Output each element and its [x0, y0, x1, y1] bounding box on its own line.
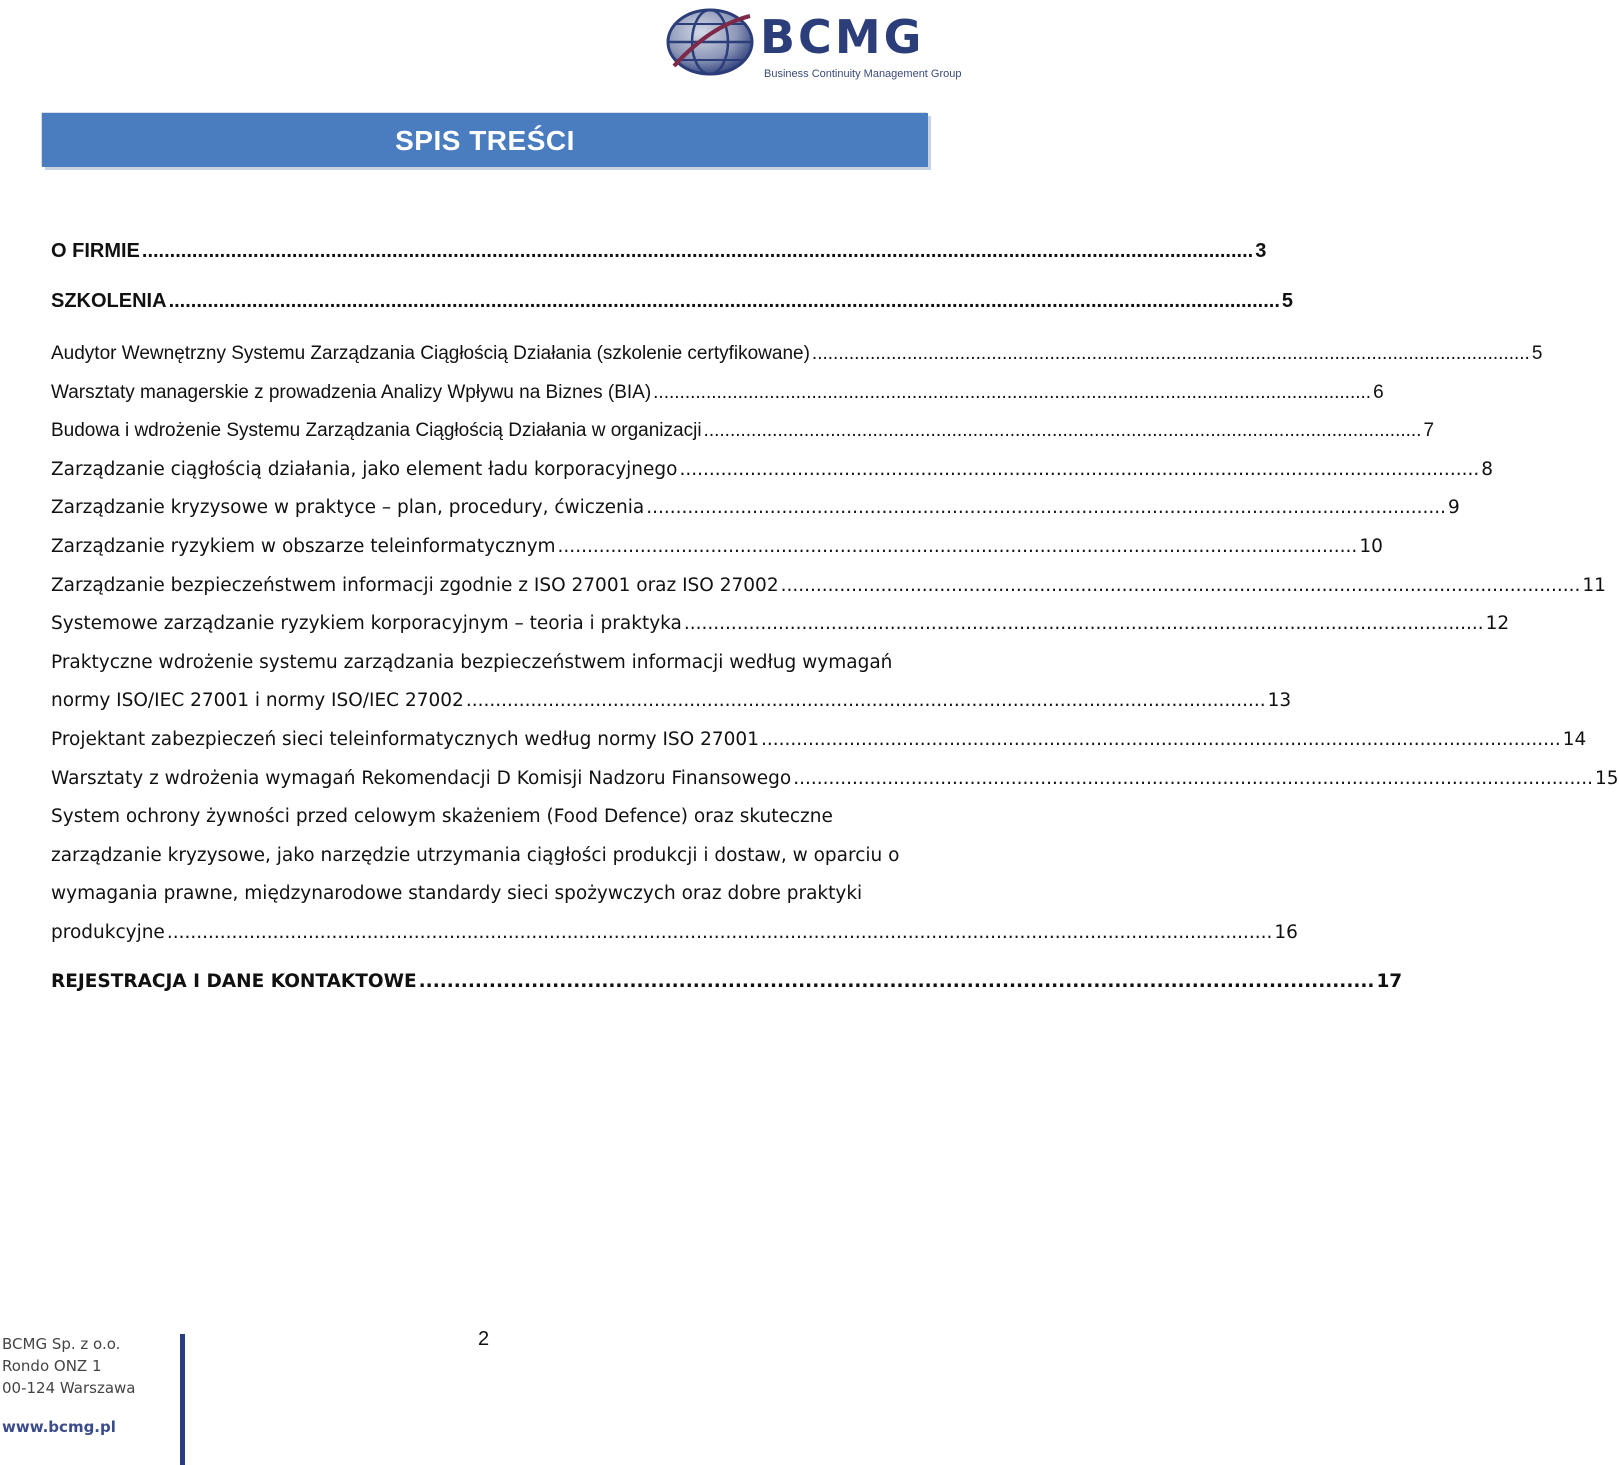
toc-entry-title-line: zarządzanie kryzysowe, jako narzędzie utrzymania ciągłości produkcji i dostaw, w oparciu o [51, 844, 900, 866]
dot-leader: ........................................................................................................................................ [679, 458, 1480, 480]
toc-entry-title: Warsztaty managerskie z prowadzenia Analizy Wpływu na Biznes (BIA) [51, 381, 652, 403]
toc-entry-page: 13 [1267, 690, 1292, 712]
dot-leader: ........................................................................................................................................................................................................ [141, 240, 1254, 262]
toc-entry-title: Budowa i wdrożenie Systemu Zarządzania Ciągłością Działania w organizacji [51, 420, 702, 442]
toc-entry-page: 11 [1582, 574, 1606, 596]
toc-entry-title: normy ISO/IEC 27001 i normy ISO/IEC 27002 [51, 690, 464, 712]
dot-leader: ........................................................................................................................................ [465, 690, 1266, 712]
dot-leader: ........................................................................................................................................ [683, 613, 1484, 635]
toc-entry[interactable] [51, 644, 1292, 721]
footer-company: BCMG Sp. z o.o. [2, 1335, 121, 1353]
toc-entry-page: 5 [1531, 343, 1543, 364]
toc-entry-page: 7 [1423, 420, 1435, 442]
toc-entry-page: 9 [1448, 497, 1460, 519]
toc-entry-title: produkcyjne [51, 921, 165, 943]
footer-website-link[interactable]: www.bcmg.pl [2, 1418, 116, 1436]
footer-divider [180, 1334, 185, 1465]
toc-entry-page: 8 [1481, 458, 1493, 480]
toc-entry-page: 16 [1274, 921, 1298, 943]
toc-entry-title: Systemowe zarządzanie ryzykiem korporacyjnym – teoria i praktyka [51, 613, 682, 635]
toc-entry-last-line [51, 914, 1298, 953]
toc-entry-title: Projektant zabezpieczeń sieci teleinformatycznych według normy ISO 27001 [51, 728, 759, 750]
toc-entry[interactable] [51, 567, 1606, 606]
toc-entry-title: Zarządzanie kryzysowe w praktyce – plan, procedury, ćwiczenia [51, 497, 645, 519]
toc-banner [42, 113, 928, 167]
toc-entry-page: 6 [1373, 381, 1384, 403]
dot-leader: ........................................................................................................................................ [793, 767, 1593, 789]
toc-entry-title: REJESTRACJA I DANE KONTAKTOWE [51, 970, 417, 992]
dot-leader: ........................................................................................................................................ [780, 574, 1581, 596]
dot-leader: ........................................................................................................................................ [646, 497, 1447, 519]
toc-entry-title-line: Praktyczne wdrożenie systemu zarządzania bezpieczeństwem informacji według wymagań [51, 651, 893, 673]
toc-entry-page: 14 [1562, 728, 1587, 750]
footer-address [2, 1333, 135, 1399]
toc-entry-title: Warsztaty z wdrożenia wymagań Rekomendacji D Komisji Nadzoru Finansowego [51, 767, 792, 789]
dot-leader: ........................................................................................................................................ [653, 381, 1372, 403]
toc-entry[interactable] [51, 721, 1587, 760]
toc-entry[interactable] [51, 760, 1619, 799]
toc-entry[interactable] [51, 798, 1298, 952]
toc-entry-title-line: System ochrony żywności przed celowym skażeniem (Food Defence) oraz skuteczne [51, 806, 833, 828]
dot-leader: ........................................................................................................................................ [703, 420, 1422, 442]
dot-leader: ........................................................................................................................................................................................................ [168, 290, 1280, 312]
dot-leader: ........................................................................................................................................ [760, 728, 1561, 750]
dot-leader: ........................................................................................................................................ [557, 535, 1358, 557]
toc-entry-page: 10 [1359, 535, 1383, 557]
toc-entry-title: SZKOLENIA [51, 290, 167, 312]
dot-leader: ........................................................................................................................................ [418, 970, 1375, 992]
bcmg-logo [660, 4, 962, 86]
table-of-contents [51, 240, 1619, 1001]
globe-icon [664, 6, 756, 78]
toc-entry-title-line: wymagania prawne, międzynarodowe standardy sieci spożywczych oraz dobre praktyki [51, 883, 863, 905]
toc-entry[interactable] [51, 528, 1383, 567]
dot-leader: ............................................................................................................................................................................................ [166, 921, 1273, 943]
toc-entry-title: O FIRMIE [51, 240, 140, 262]
page-title: SPIS TREŚCI [395, 125, 575, 156]
toc-entry-title: Zarządzanie ryzykiem w obszarze teleinformatycznym [51, 535, 556, 557]
toc-entry[interactable] [51, 963, 1403, 1001]
logo-wordmark: BCMG [760, 10, 925, 64]
toc-entry[interactable] [51, 605, 1510, 644]
toc-entry[interactable] [51, 374, 1384, 413]
toc-entry-title: Zarządzanie ciągłością działania, jako element ładu korporacyjnego [51, 458, 678, 480]
toc-entry[interactable] [51, 489, 1460, 528]
logo-subtitle: Business Continuity Management Group [764, 68, 962, 80]
footer-street: Rondo ONZ 1 [2, 1357, 102, 1375]
footer-city: 00-124 Warszawa [2, 1379, 136, 1397]
page-number: 2 [478, 1328, 490, 1350]
toc-entry-title: Audytor Wewnętrzny Systemu Zarządzania Ciągłością Działania (szkolenie certyfikowane) [51, 343, 810, 364]
toc-entry-page: 12 [1485, 613, 1510, 635]
toc-entry-page: 15 [1594, 767, 1619, 789]
toc-entry-page: 3 [1255, 240, 1267, 262]
toc-entry-page: 17 [1376, 970, 1403, 992]
toc-entry[interactable] [51, 335, 1543, 374]
toc-entry-title: Zarządzanie bezpieczeństwem informacji zgodnie z ISO 27001 oraz ISO 27002 [51, 574, 779, 596]
toc-entry-page: 5 [1281, 290, 1294, 312]
toc-entry[interactable] [51, 451, 1493, 490]
dot-leader: ........................................................................................................................................ [811, 343, 1530, 364]
toc-entry[interactable] [51, 290, 1294, 312]
toc-entry[interactable] [51, 412, 1435, 451]
toc-entry[interactable] [51, 240, 1267, 262]
toc-entry-last-line [51, 682, 1292, 721]
